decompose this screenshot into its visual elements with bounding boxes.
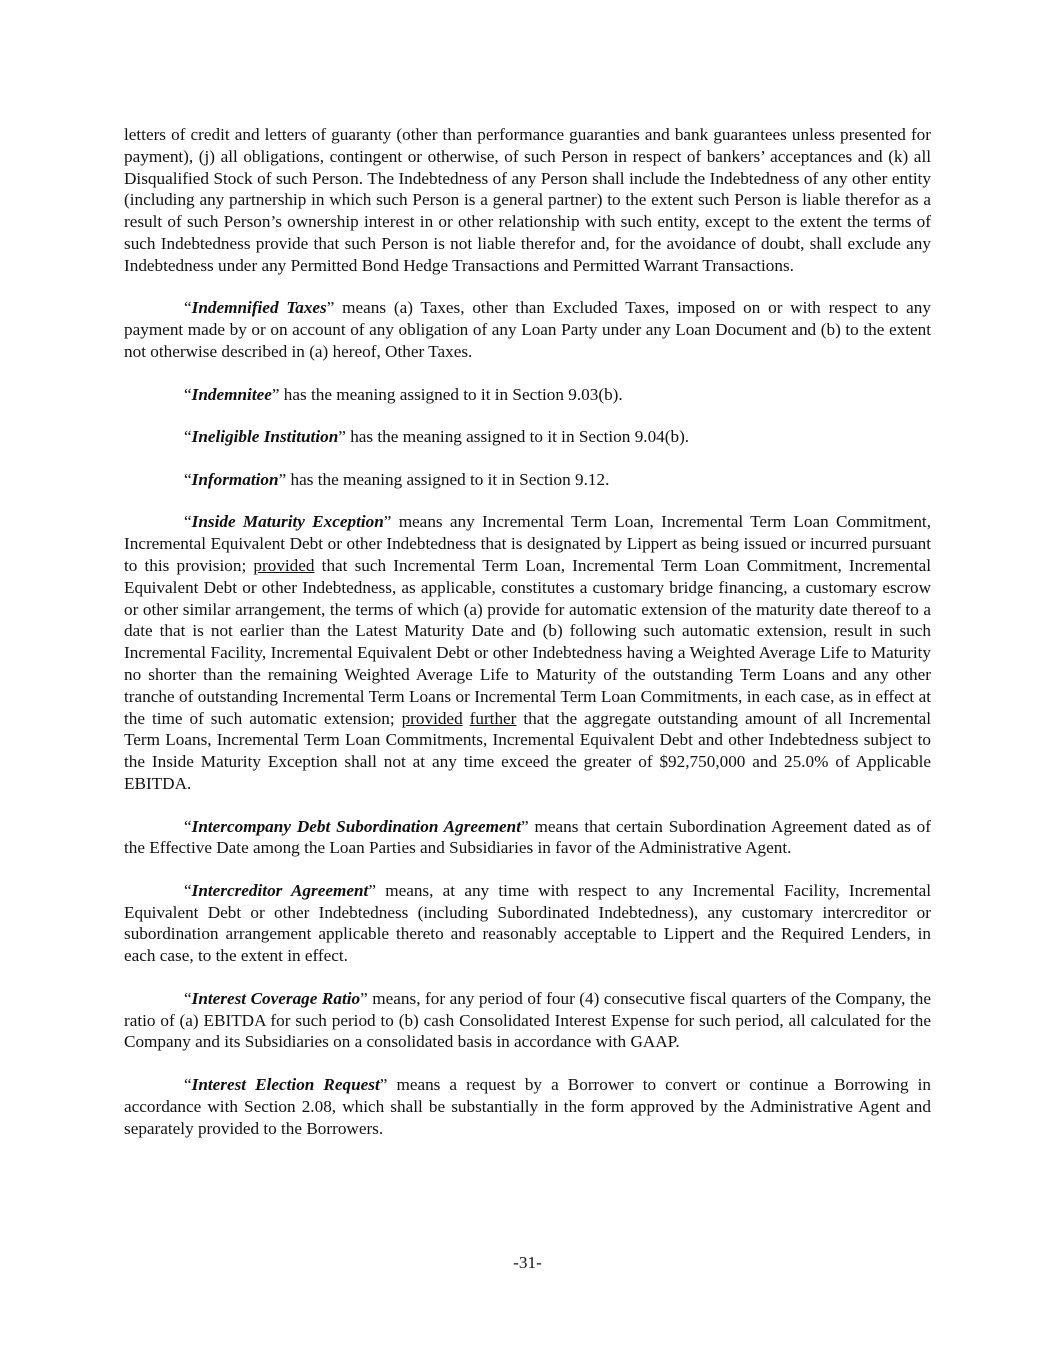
defined-term: Intercreditor Agreement bbox=[191, 880, 369, 900]
definition-text: ” has the meaning assigned to it in Section 9.04(b). bbox=[338, 427, 690, 447]
page-number: -31- bbox=[513, 1253, 542, 1272]
definition-information bbox=[124, 469, 931, 491]
open-quote: “ bbox=[184, 816, 192, 836]
open-quote: “ bbox=[184, 880, 192, 900]
open-quote: “ bbox=[184, 427, 192, 447]
definition-interest-election-request bbox=[124, 1074, 931, 1139]
definition-text: ” means any Incremental Term Loan, Incremental Term Loan Commitment, Incremental Equivalent Debt or other Indebtedness that is designated by Lippert as being issued or incurred pursuant to this provision; bbox=[124, 512, 932, 575]
definition-interest-coverage-ratio bbox=[124, 988, 931, 1053]
definition-indemnitee bbox=[124, 384, 931, 406]
definition-inside-maturity-exception bbox=[124, 511, 931, 794]
underlined-provided: provided bbox=[253, 555, 315, 575]
definition-text: ” means a request by a Borrower to convert or continue a Borrowing in accordance with Section 2.08, which shall be substantially in the form approved by the Administrative Agent and separately provided to the Borrowers. bbox=[124, 1075, 931, 1138]
open-quote: “ bbox=[184, 469, 192, 489]
definition-text bbox=[463, 709, 470, 728]
defined-term: Indemnified Taxes bbox=[191, 298, 327, 318]
definition-text: ” has the meaning assigned to it in Section 9.03(b). bbox=[271, 384, 623, 404]
underlined-provided: provided bbox=[401, 708, 463, 728]
defined-term: Interest Coverage Ratio bbox=[191, 988, 361, 1008]
definition-text: ” means that certain Subordination Agreement dated as of the Effective Date among the Loan Parties and Subsidiaries in favor of the Administrative Agent. bbox=[124, 816, 931, 858]
defined-term: Information bbox=[191, 469, 279, 489]
open-quote: “ bbox=[184, 1075, 192, 1095]
definition-text: that such Incremental Term Loan, Incremental Term Loan Commitment, Incremental Equivalent Debt or other Indebtedness, as applicable, constitutes a customary bridge financing, a customary escrow or other similar arrangement, the terms of which (a) provide for automatic extension of the maturity date thereof to a date that is not earlier than the Latest Maturity Date and (b) following such automatic extension, result in such Incremental Facility, Incremental Equivalent Debt or other Indebtedness having a Weighted Average Life to Maturity no shorter than the remaining Weighted Average Life to Maturity of the outstanding Term Loans and any other tranche of outstanding Incremental Term Loans or Incremental Term Loan Commitments, in each case, as in effect at the time of such automatic extension; bbox=[124, 555, 931, 728]
definition-intercreditor-agreement bbox=[124, 880, 931, 967]
continuation-paragraph: letters of credit and letters of guaranty (other than performance guaranties and bank guarantees unless presented for payment), (j) all obligations, contingent or otherwise, of such Person in respect of bankers’ acceptances and (k) all Disqualified Stock of such Person. The Indebtedness of any Person shall include the Indebtedness of any other entity (including any partnership in which such Person is a general partner) to the extent such Person is liable therefor as a result of such Person’s ownership interest in or other relationship with such entity, except to the extent the terms of such Indebtedness provide that such Person is not liable therefor and, for the avoidance of doubt, shall exclude any Indebtedness under any Permitted Bond Hedge Transactions and Permitted Warrant Transactions. bbox=[124, 125, 931, 275]
open-quote: “ bbox=[184, 512, 192, 532]
open-quote: “ bbox=[184, 298, 192, 318]
defined-term: Ineligible Institution bbox=[191, 427, 339, 447]
defined-term: Interest Election Request bbox=[191, 1075, 380, 1095]
definition-text: ” means (a) Taxes, other than Excluded Taxes, imposed on or with respect to any payment made by or on account of any obligation of any Loan Party under any Loan Document and (b) to the extent not otherwise described in (a) hereof, Other Taxes. bbox=[124, 298, 931, 361]
definition-ineligible-institution bbox=[124, 426, 931, 448]
definition-text: that the aggregate outstanding amount of all Incremental Term Loans, Incremental Term Loan Commitments, Incremental Equivalent Debt and other Indebtedness subject to the Inside Maturity Exception shall not at any time exceed the greater of $92,750,000 and 25.0% of Applicable EBITDA. bbox=[124, 708, 931, 793]
definition-text: ” means, for any period of four (4) consecutive fiscal quarters of the Company, the ratio of (a) EBITDA for such period to (b) cash Consolidated Interest Expense for such period, all calculated for the Company and its Subsidiaries on a consolidated basis in accordance with GAAP. bbox=[124, 988, 931, 1052]
definition-indemnified-taxes bbox=[124, 297, 931, 362]
defined-term: Intercompany Debt Subordination Agreement bbox=[191, 816, 521, 836]
open-quote: “ bbox=[184, 384, 192, 404]
open-quote: “ bbox=[184, 988, 192, 1008]
defined-term: Indemnitee bbox=[191, 384, 272, 404]
definition-intercompany-debt-subordination-agreement bbox=[124, 816, 931, 860]
defined-term: Inside Maturity Exception bbox=[191, 512, 384, 532]
definition-text: ” means, at any time with respect to any Incremental Facility, Incremental Equivalent Debt or other Indebtedness (including Subordinated Indebtedness), any customary intercreditor or subordination arrangement applicable thereto and reasonably acceptable to Lippert and the Required Lenders, in each case, to the extent in effect. bbox=[124, 880, 931, 966]
definition-text: ” has the meaning assigned to it in Section 9.12. bbox=[278, 469, 610, 489]
document-page bbox=[124, 124, 931, 1160]
underlined-further: further bbox=[469, 708, 517, 728]
